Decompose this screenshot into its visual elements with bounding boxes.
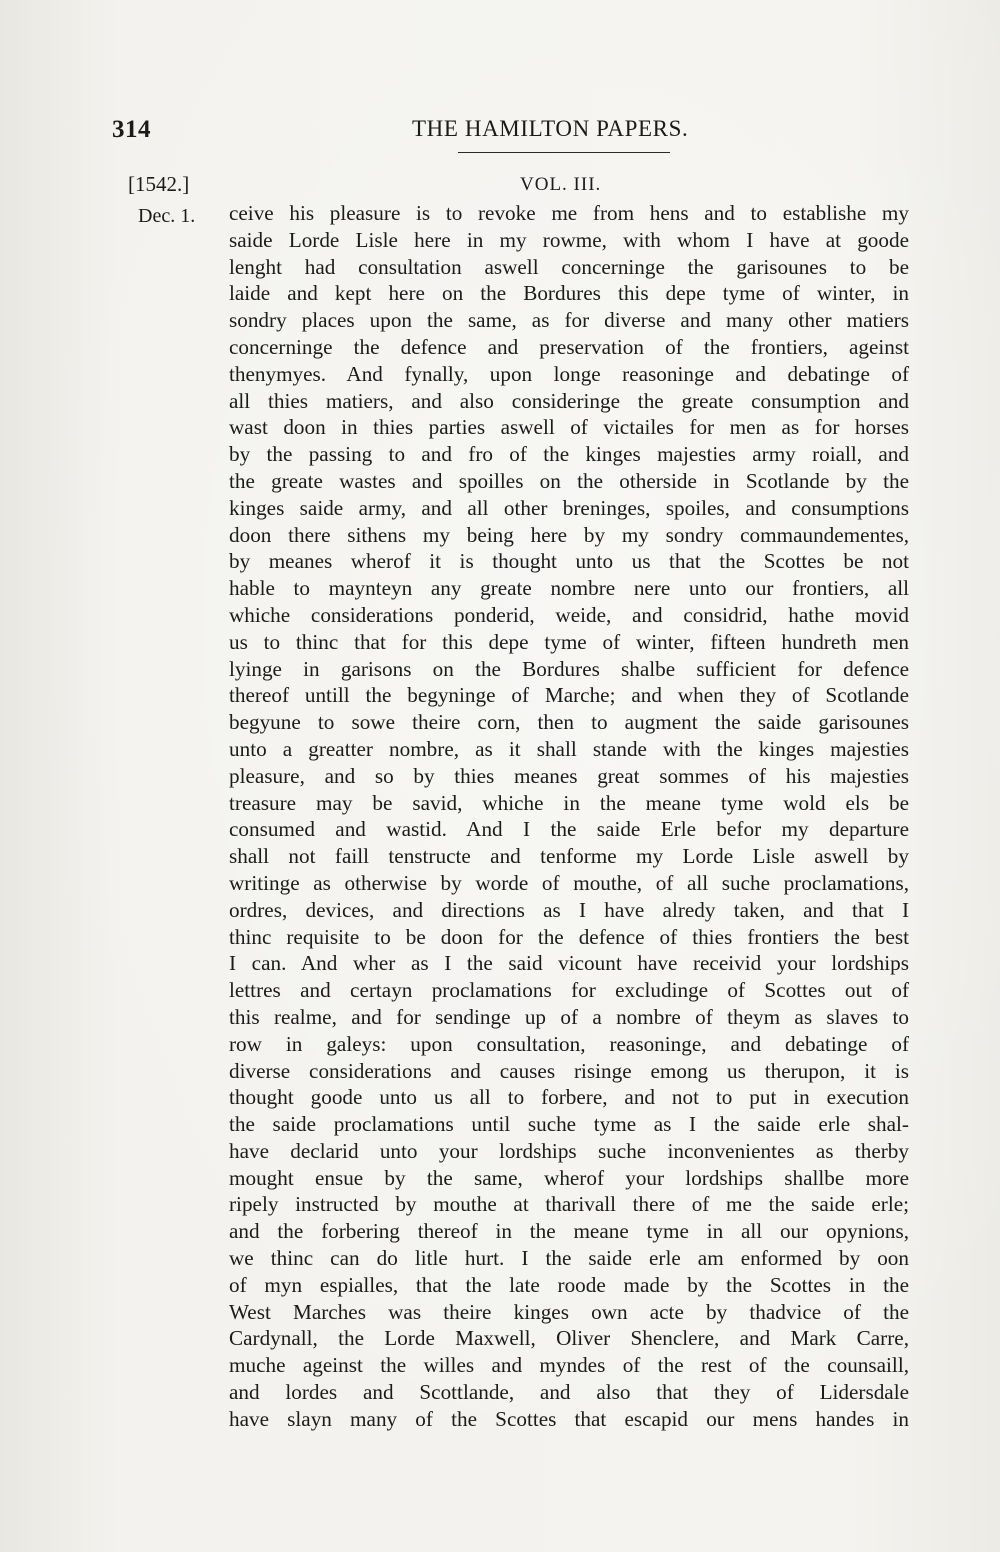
body-line: have declarid unto your lordships suche inconvenientes as therby (229, 1138, 909, 1163)
body-line: thenymyes. And fynally, upon longe reasoninge and debatinge of (229, 361, 909, 386)
body-line: all thies matiers, and also consideringe the greate consumption and (229, 388, 909, 413)
body-line: lenght had consultation aswell concerninge the garisounes to be (229, 254, 909, 279)
body-line: thereof untill the begyninge of Marche; and when they of Scotlande (229, 683, 909, 708)
body-line: laide and kept here on the Bordures this depe tyme of winter, in (229, 281, 909, 306)
header-rule (458, 152, 670, 153)
body-line: ceive his pleasure is to revoke me from hens and to establishe my (229, 201, 909, 225)
body-line: of myn espialles, that the late roode made by the Scottes in the (229, 1272, 909, 1297)
margin-date: Dec. 1. (138, 205, 196, 227)
body-line: pleasure, and so by thies meanes great sommes of his majesties (229, 763, 909, 788)
body-line: and lordes and Scottlande, and also that they of Lidersdale (229, 1380, 909, 1405)
body-line: I can. And wher as I the said vicount have receivid your lordships (229, 951, 909, 976)
running-head-title: THE HAMILTON PAPERS. (412, 116, 689, 141)
body-line: West Marches was theire kinges own acte by thadvice of the (229, 1299, 909, 1324)
volume-label: VOL. III. (520, 174, 602, 195)
body-line: ripely instructed by mouthe at tharivall there of me the saide erle; (229, 1192, 909, 1217)
body-line: shall not faill tenstructe and tenforme my Lorde Lisle aswell by (229, 844, 909, 869)
body-line: hable to maynteyn any greate nombre nere unto our frontiers, all (229, 576, 909, 601)
body-line: we thinc can do litle hurt. I the saide erle am enformed by oon (229, 1246, 909, 1271)
body-line: by the passing to and fro of the kinges majesties army roiall, and (229, 442, 909, 467)
body-line: concerninge the defence and preservation of the frontiers, ageinst (229, 334, 909, 359)
body-line: the greate wastes and spoilles on the otherside in Scotlande by the (229, 468, 909, 493)
body-line: mought ensue by the same, wherof your lordships shallbe more (229, 1165, 909, 1190)
body-line: whiche considerations ponderid, weide, and considrid, hathe movid (229, 602, 909, 627)
body-line: have slayn many of the Scottes that escapid our mens handes in (229, 1406, 909, 1431)
body-line: begyune to sowe theire corn, then to augment the saide garisounes (229, 710, 909, 735)
body-line: muche ageinst the willes and myndes of the rest of the counsaill, (229, 1353, 909, 1378)
body-line: kinges saide army, and all other breninges, spoiles, and consumptions (229, 495, 909, 520)
body-line: writinge as otherwise by worde of mouthe, of all suche proclamations, (229, 870, 909, 895)
body-line: ordres, devices, and directions as I have alredy taken, and that I (229, 897, 909, 922)
body-line: the saide proclamations until suche tyme as I the saide erle shal- (229, 1112, 909, 1137)
body-line: this realme, and for sendinge up of a nombre of theym as slaves to (229, 1004, 909, 1029)
body-text (229, 200, 909, 1433)
body-line: us to thinc that for this depe tyme of winter, fifteen hundreth men (229, 629, 909, 654)
body-line: diverse considerations and causes risinge emong us therupon, it is (229, 1058, 909, 1083)
body-line: unto a greatter nombre, as it shall stande with the kinges majesties (229, 736, 909, 761)
body-line: thinc requisite to be doon for the defence of thies frontiers the best (229, 924, 909, 949)
body-line: wast doon in thies parties aswell of victailes for men as for horses (229, 415, 909, 440)
body-line: row in galeys: upon consultation, reasoninge, and debatinge of (229, 1031, 909, 1056)
body-line: saide Lorde Lisle here in my rowme, with whom I have at goode (229, 227, 909, 252)
body-line: doon there sithens my being here by my sondry commaundementes, (229, 522, 909, 547)
body-line: treasure may be savid, whiche in the meane tyme wold els be (229, 790, 909, 815)
body-line: by meanes wherof it is thought unto us that the Scottes be not (229, 549, 909, 574)
body-line: thought goode unto us all to forbere, and not to put in execution (229, 1085, 909, 1110)
body-line: consumed and wastid. And I the saide Erle befor my departure (229, 817, 909, 842)
page-number: 314 (112, 116, 151, 143)
margin-year: [1542.] (128, 172, 190, 196)
body-line: and the forbering thereof in the meane tyme in all our opynions, (229, 1219, 909, 1244)
body-line: lettres and certayn proclamations for excludinge of Scottes out of (229, 978, 909, 1003)
body-line: lyinge in garisons on the Bordures shalbe sufficient for defence (229, 656, 909, 681)
body-line: Cardynall, the Lorde Maxwell, Oliver Shenclere, and Mark Carre, (229, 1326, 909, 1351)
body-line: sondry places upon the same, as for diverse and many other matiers (229, 308, 909, 333)
